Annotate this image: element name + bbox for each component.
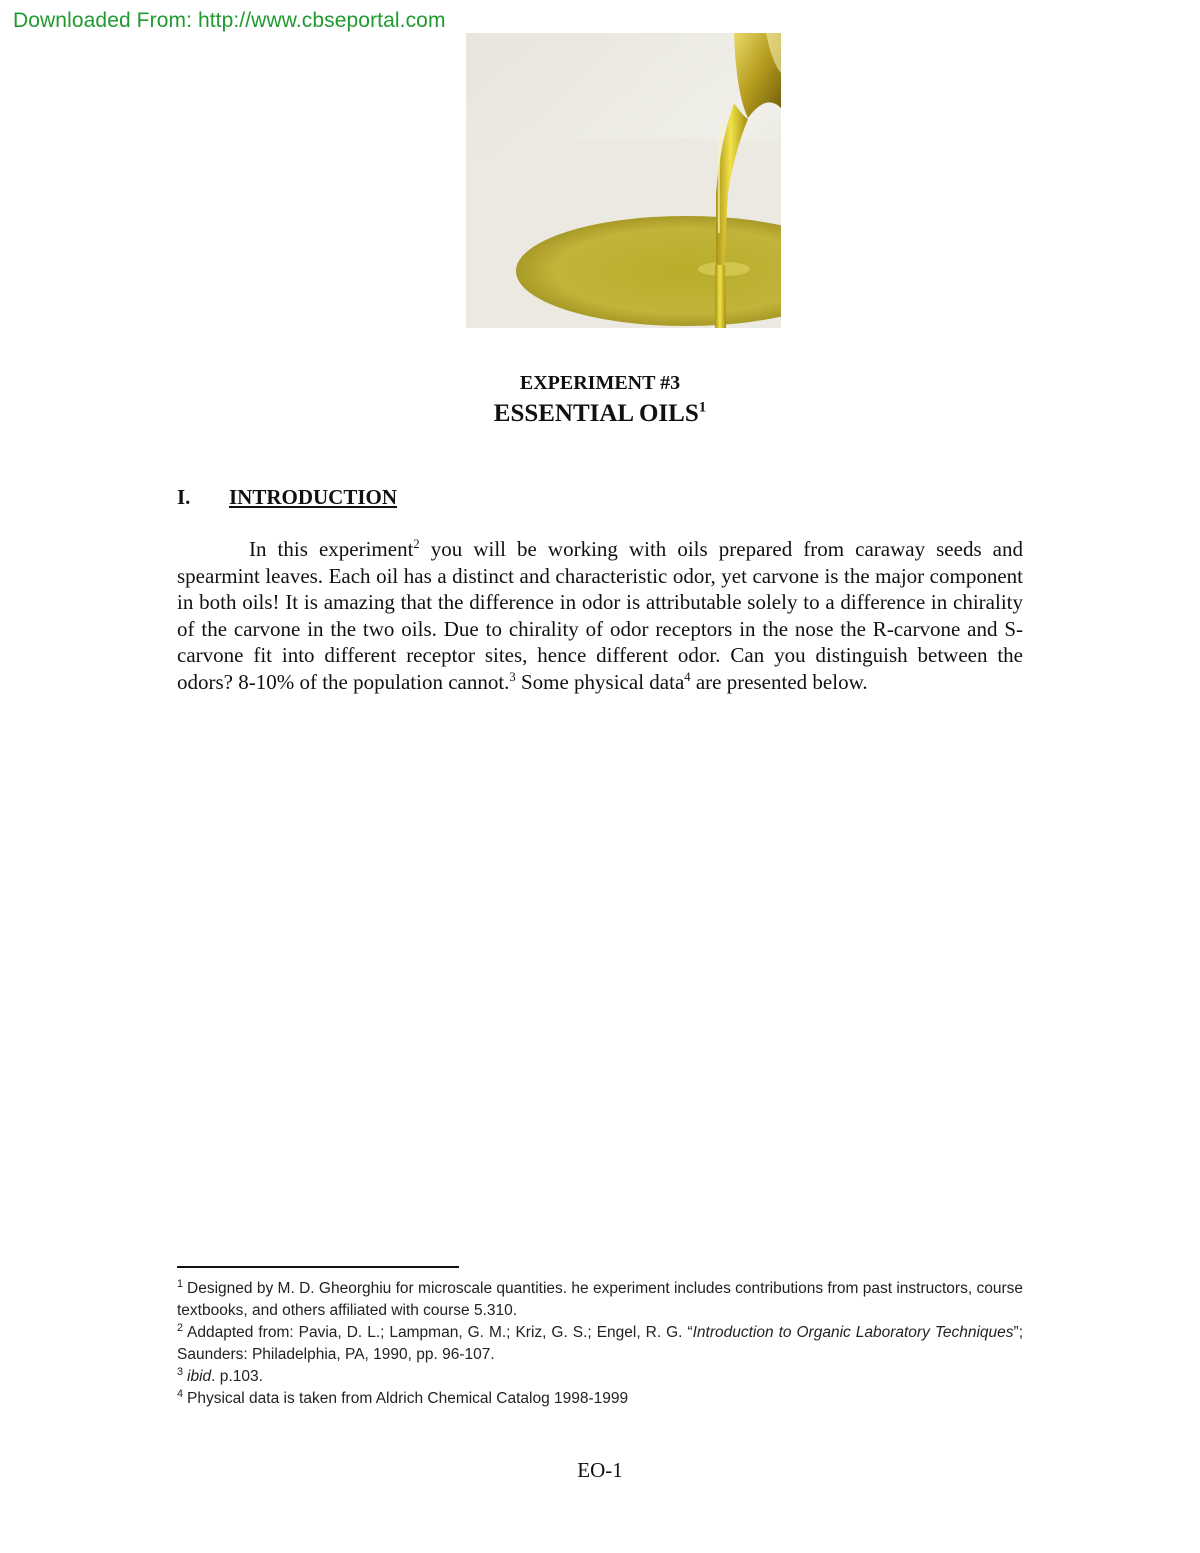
footnote-ref[interactable]: 2: [413, 537, 420, 551]
intro-text: In this experiment: [249, 537, 414, 561]
footnote-divider: [177, 1266, 459, 1268]
oil-pouring-image: [466, 33, 781, 328]
footnote-ref[interactable]: 1: [698, 399, 707, 416]
footnote-number: 2: [177, 1321, 184, 1334]
footnotes: [177, 1278, 1023, 1410]
footnote-number: 4: [177, 1387, 184, 1400]
footnote-ref[interactable]: 4: [684, 669, 691, 684]
footnote-4: [177, 1388, 1023, 1410]
document-title: [0, 400, 1200, 428]
footnote-2: [177, 1322, 1023, 1366]
footnote-text: Designed by M. D. Gheorghiu for microscale quantities. he experiment includes contributions from past instructors, course textbooks, and others affiliated with course 5.310.: [177, 1280, 1023, 1319]
footnote-number: 3: [177, 1365, 184, 1378]
intro-text: are presented below.: [690, 669, 868, 694]
section-heading: [177, 485, 397, 510]
footnote-text: ”; Saunders: Philadelphia, PA, 1990, pp. 96-107.: [177, 1324, 1023, 1363]
footnote-italic: ibid: [187, 1368, 212, 1385]
page-number: EO-1: [577, 1458, 623, 1482]
intro-text: you will be working with oils prepared from caraway seeds and spearmint leaves. Each oil has a distinct and characteristic odor, yet carvone is the major component in both oils! It is amazing that the difference in odor is attributable solely to a difference in chirality of the carvone in the two oils. Due to chirality of odor receptors in the nose the R-carvone and S-carvone fit into different receptor sites, hence different odor. Can you distinguish between the odors? 8-10% of the population cannot.: [177, 537, 1023, 694]
intro-text: Some physical data: [515, 669, 685, 694]
experiment-number: EXPERIMENT #3: [519, 372, 681, 394]
footnote-number: 1: [177, 1277, 184, 1290]
footnote-3: [177, 1366, 1023, 1388]
footnote-text: Physical data is taken from Aldrich Chemical Catalog 1998-1999: [187, 1390, 629, 1407]
footnote-ref[interactable]: 3: [509, 669, 516, 684]
footnote-1: [177, 1278, 1023, 1322]
footnote-text: Addapted from: Pavia, D. L.; Lampman, G. M.; Kriz, G. S.; Engel, R. G. “: [187, 1324, 693, 1341]
section-title: INTRODUCTION: [229, 485, 398, 509]
book-title: Introduction to Organic Laboratory Techniques: [692, 1324, 1014, 1341]
footnote-text: . p.103.: [211, 1368, 263, 1385]
intro-paragraph: [177, 536, 1023, 696]
section-number: I.: [177, 485, 191, 509]
title-text: ESSENTIAL OILS: [493, 400, 699, 427]
watermark-link[interactable]: Downloaded From: http://www.cbseportal.com: [13, 9, 446, 32]
